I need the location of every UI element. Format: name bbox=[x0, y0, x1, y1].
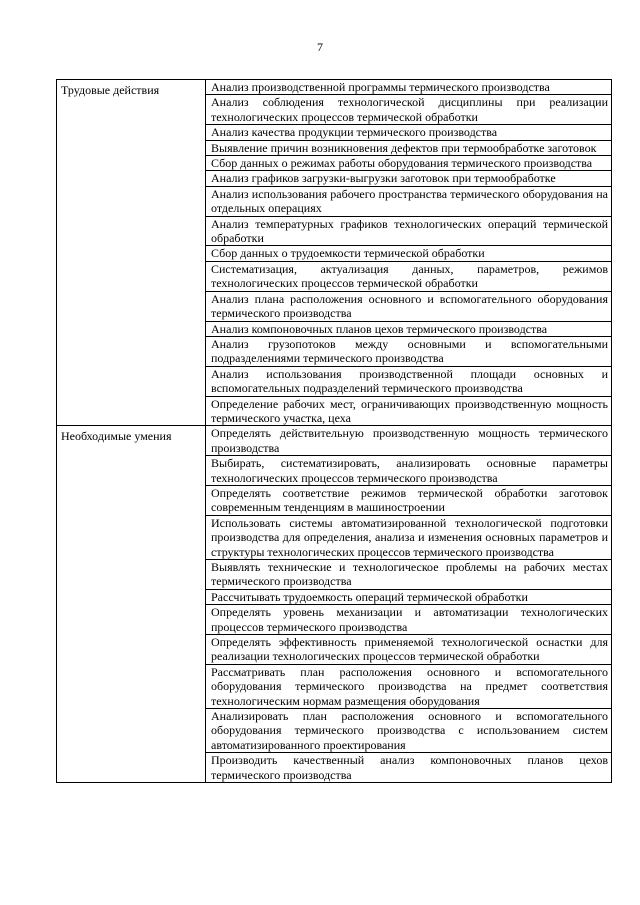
section-item: Анализ компоновочных планов цехов термического производства bbox=[206, 321, 612, 336]
section-item: Рассматривать план расположения основного и вспомогательного оборудования термического производства на предмет соответствия технологическим нормам размещения оборудования bbox=[206, 664, 612, 708]
section-item: Выявление причин возникновения дефектов при термообработке заготовок bbox=[206, 140, 612, 155]
requirements-table-body bbox=[57, 80, 612, 783]
section-label: Необходимые умения bbox=[57, 426, 206, 783]
section-item: Определять соответствие режимов термической обработки заготовок современным тенденциям в машиностроении bbox=[206, 485, 612, 515]
requirements-table bbox=[56, 79, 612, 783]
table-row bbox=[57, 426, 612, 456]
section-item: Определять действительную производственную мощность термического производства bbox=[206, 426, 612, 456]
section-item: Определять уровень механизации и автоматизации технологических процессов термического производства bbox=[206, 605, 612, 635]
section-item: Производить качественный анализ компоновочных планов цехов термического производства bbox=[206, 753, 612, 783]
section-item: Систематизация, актуализация данных, параметров, режимов технологических процессов термической обработки bbox=[206, 261, 612, 291]
page-number: 7 bbox=[317, 40, 323, 54]
section-item: Анализ грузопотоков между основными и вспомогательными подразделениями термического производства bbox=[206, 336, 612, 366]
section-item: Анализ графиков загрузки-выгрузки заготовок при термообработке bbox=[206, 171, 612, 186]
table-row bbox=[57, 80, 612, 95]
section-item: Анализ соблюдения технологической дисциплины при реализации технологических процессов термической обработки bbox=[206, 95, 612, 125]
section-item: Определение рабочих мест, ограничивающих производственную мощность термического участка, цеха bbox=[206, 396, 612, 426]
section-item: Определять эффективность применяемой технологической оснастки для реализации технологических процессов термической обработки bbox=[206, 635, 612, 665]
section-item: Анализ температурных графиков технологических операций термической обработки bbox=[206, 216, 612, 246]
section-item: Рассчитывать трудоемкость операций термической обработки bbox=[206, 589, 612, 604]
section-item: Анализ производственной программы термического производства bbox=[206, 80, 612, 95]
section-item: Выявлять технические и технологическое проблемы на рабочих местах термического производства bbox=[206, 560, 612, 590]
section-label: Трудовые действия bbox=[57, 80, 206, 426]
section-item: Выбирать, систематизировать, анализировать основные параметры технологических процессов термического производства bbox=[206, 456, 612, 486]
section-item: Анализ использования рабочего пространства термического оборудования на отдельных операциях bbox=[206, 186, 612, 216]
section-item: Анализ использования производственной площади основных и вспомогательных подразделений термического производства bbox=[206, 366, 612, 396]
section-item: Анализ качества продукции термического производства bbox=[206, 125, 612, 140]
section-item: Сбор данных о трудоемкости термической обработки bbox=[206, 246, 612, 261]
section-item: Использовать системы автоматизированной технологической подготовки производства для определения, анализа и изменения основных параметров и структуры технологических процессов термического производства bbox=[206, 515, 612, 559]
section-item: Сбор данных о режимах работы оборудования термического производства bbox=[206, 156, 612, 171]
section-item: Анализ плана расположения основного и вспомогательного оборудования термического производства bbox=[206, 291, 612, 321]
section-item: Анализировать план расположения основного и вспомогательного оборудования термического производства с использованием систем автоматизированного проектирования bbox=[206, 709, 612, 753]
